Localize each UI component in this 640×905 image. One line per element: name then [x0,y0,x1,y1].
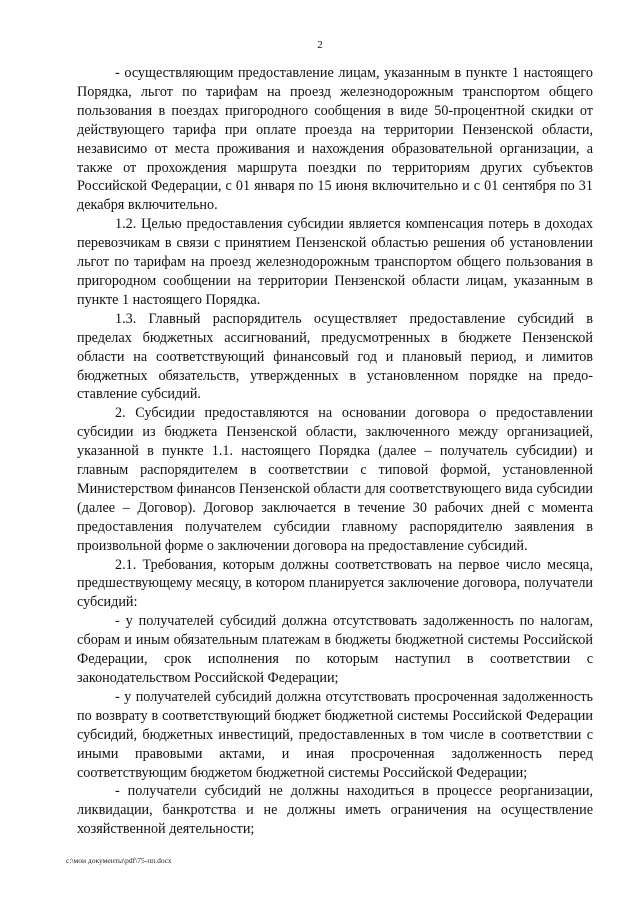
paragraph-no-overdue-debt: - у получателей субсидий должна отсутствовать просроченная задолженность по возврату в соответствующий бюджет бюджетной системы Российской Федерации субсидий, бюджетных инвестиций, предоставленных в том числе в соответствии с иными правовыми актами, и иная просроченная задолженность перед соответствующим бюджетом бюджетной системы Российской Федерации; [77,688,593,781]
paragraph-no-reorganization: - получатели субсидий не должны находиться в процессе реорганизации, ликвидации, банкротства и не должны иметь ограничения на осуществление хозяйственной деятельности; [77,783,593,838]
paragraph-2-1-requirements: 2.1. Требования, которым должны соответствовать на первое число месяца, предшествующему месяцу, в котором планируется заключение договора, получатели субсидий: [77,556,593,611]
page-number: 2 [317,39,323,51]
footer-file-path: c:\мои документы\pdf\75-пп.docx [66,856,172,865]
paragraph-2-subsidy-agreement: 2. Субсидии предоставляются на основании договора о предоставлении субсидии из бюджета Пензенской области, заключенного между организацией, указанной в пункте 1.1. настоящего Порядка (далее – получатель субсидии) и главным распорядителем в соответствии с типовой формой, установленной Министерством финансов Пензенской области для соответствующего вида субсидии (далее – Договор). Договор заключается в течение 30 рабочих дней с момента предоставления получателем субсидии главному распорядителю заявления в произвольной форме о заключении договора на предоставление субсидий. [77,405,593,554]
paragraph-transport-benefits: - осуществляющим предоставление лицам, указанным в пункте 1 настоящего Порядка, льгот по тарифам на проезд железнодорожным транспортом общего пользования в поездах пригородного сообщения в виде 50-процентной скидки от действующего тарифа при оплате проезда на территории Пензенской области, независимо от места проживания и нахождения образовательной организации, а также от прохождения маршрута поездки по территориям других субъектов Российской Федерации, с 01 января по 15 июня включительно и с 01 сентября по 31 декабря включительно. [77,65,593,214]
paragraph-1-2-purpose: 1.2. Целью предоставления субсидии является компенсация потерь в доходах перевозчикам в связи с принятием Пензенской областью решения об установлении льгот по тарифам на проезд железнодорожным транспортом общего пользования в пригородном сообщении на территории Пензенской области лицам, указанным в пункте 1 настоящего Порядка. [77,216,593,308]
paragraph-no-tax-debt: - у получателей субсидий должна отсутствовать задолженность по налогам, сборам и иным обязательным платежам в бюджеты бюджетной системы Российской Федерации, срок исполнения по которым наступил в соответствии с законодательством Российской Федерации; [77,613,593,686]
paragraph-1-3-main-administrator: 1.3. Главный распорядитель осуществляет предоставление субсидий в пределах бюджетных ассигнований, предусмотренных в бюджете Пензенской области на соответствующий финансовый год и плановый период, и лимитов бюджетных обязательств, утвержденных в установленном порядке на предоставление субсидий. [77,310,593,403]
document-body [77,64,593,839]
